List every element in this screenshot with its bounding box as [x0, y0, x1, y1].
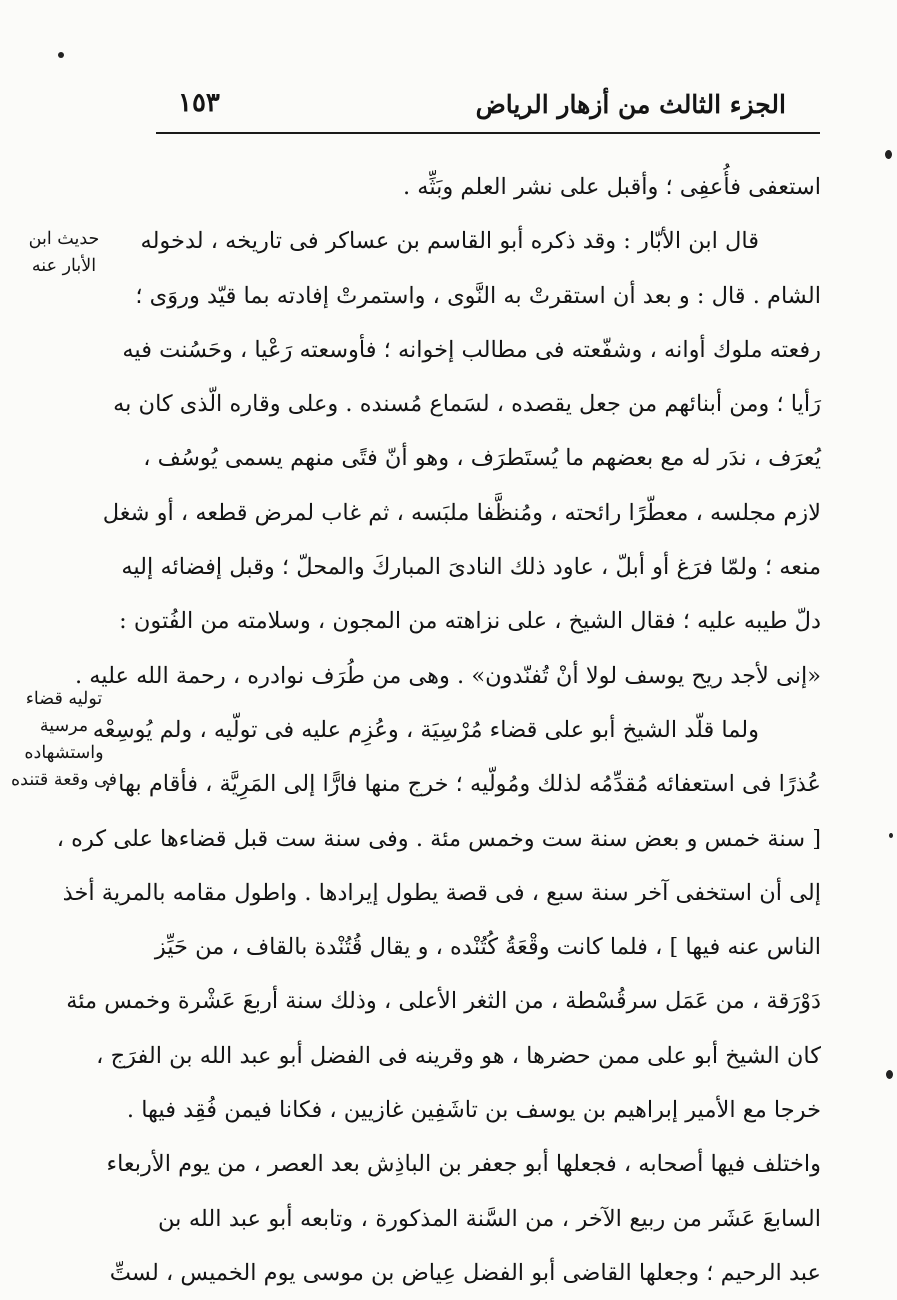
page-speck	[886, 1070, 893, 1079]
text-line: دلّ طيبه عليه ؛ فقال الشيخ ، على نزاهته من المجون ، وسلامته من الفُتون :	[119, 608, 821, 635]
text-line: عبد الرحيم ؛ وجعلها القاضى أبو الفضل عِياض بن موسى يوم الخميس ، لستِّ	[109, 1259, 821, 1286]
text-line: عُذرًا فى استعفائه مُقدِّمُه لذلك ومُولّيه ؛ خرج منها فارًّا إلى المَرِيَّة ، فأقام بها ،	[103, 771, 821, 798]
text-line: خرجا مع الأمير إبراهيم بن يوسف بن تاشَفِين غازيين ، فكانا فيمن فُقِد فيها .	[126, 1097, 821, 1124]
page-speck	[885, 150, 892, 159]
margin-note	[9, 686, 119, 794]
text-line: يُعرَف ، ندَر له مع بعضهم ما يُستَطرَف ، وهو أنّ فتًى منهم يسمى يُوسُف ،	[143, 445, 821, 472]
text-line: واختلف فيها أصحابه ، فجعلها أبو جعفر بن الباذِش بعد العصر ، من يوم الأربعاء	[106, 1151, 821, 1178]
page-header	[158, 84, 818, 130]
text-line: منعه ؛ ولمّا فرَغ أو أبلّ ، عاود ذلك النادىَ المباركَ والمحلّ ؛ وقبل إفضائه إليه	[121, 554, 821, 581]
margin-note-line: حديث ابن	[28, 229, 100, 249]
text-line: ولما قلّد الشيخ أبو على قضاء مُرْسِيَة ، وعُزِم عليه فى تولّيه ، ولم يُوسِعْه	[92, 716, 759, 743]
page-speck	[58, 52, 64, 58]
margin-note-line: فى وقعة قتنده	[11, 770, 117, 790]
running-title: الجزء الثالث من أزهار الرياض	[475, 90, 786, 119]
margin-note	[9, 226, 119, 280]
text-line: السابعَ عَشَر من ربيع الآخر ، من السَّنة المذكورة ، وتابعه أبو عبد الله بن	[158, 1205, 821, 1232]
text-line: دَوْرَقة ، من عَمَل سرقُسْطة ، من الثغر الأعلى ، وذلك سنة أربعَ عَشْرة وخمس مئة	[66, 988, 821, 1015]
text-line: الناس عنه فيها ] ، فلما كانت وقْعَةُ كُتُنْده ، و يقال قُتُنْدة بالقاف ، من حَيِّز	[154, 934, 821, 961]
margin-note-line: توليه قضاء	[25, 689, 103, 709]
text-line: استعفى فأُعفِى ؛ وأقبل على نشر العلم وبَثِّه .	[402, 174, 821, 200]
margin-note-line: واستشهاده	[24, 743, 104, 763]
header-rule	[156, 132, 820, 134]
text-line: إلى أن استخفى آخر سنة سبع ، فى قصة يطول إيرادها . واطول مقامه بالمرية أخذ	[62, 879, 821, 906]
text-line: رفعته ملوك أوانه ، وشفّعته فى مطالب إخوانه ؛ فأوسعته رَعْيا ، وحَسُنت فيه	[122, 336, 821, 363]
page-speck	[889, 833, 893, 838]
margin-note-line: الأبار عنه	[31, 256, 97, 276]
text-line: لازم مجلسه ، معطّرًا رائحته ، ومُنظَّفا ملبَسه ، ثم غاب لمرض قطعه ، أو شغل	[102, 499, 821, 526]
text-line: [ سنة خمس و بعض سنة ست وخمس مئة . وفى سنة ست قبل قضاءها على كره ،	[56, 825, 821, 852]
text-line: «إنى لأجد ريح يوسف لولا أنْ تُفنّدون» . وهى من طُرَف نوادره ، رحمة الله عليه .	[74, 662, 821, 689]
text-line: رَأيا ؛ ومن أبنائهم من جعل يقصده ، لسَماع مُسنده . وعلى وقاره الّذى كان به	[113, 391, 821, 418]
page-number: ١٥٣	[178, 88, 220, 118]
text-line: قال ابن الأبّار : وقد ذكره أبو القاسم بن عساكر فى تاريخه ، لدخوله	[140, 228, 759, 255]
text-line: الشام . قال : و بعد أن استقرتْ به النَّوى ، واستمرتْ إفادته بما قيّد وروَى ؛	[135, 282, 821, 309]
margin-note-line: مرسية	[39, 716, 89, 736]
text-line: كان الشيخ أبو على ممن حضرها ، هو وقرينه فى الفضل أبو عبد الله بن الفرَج ،	[96, 1042, 821, 1069]
